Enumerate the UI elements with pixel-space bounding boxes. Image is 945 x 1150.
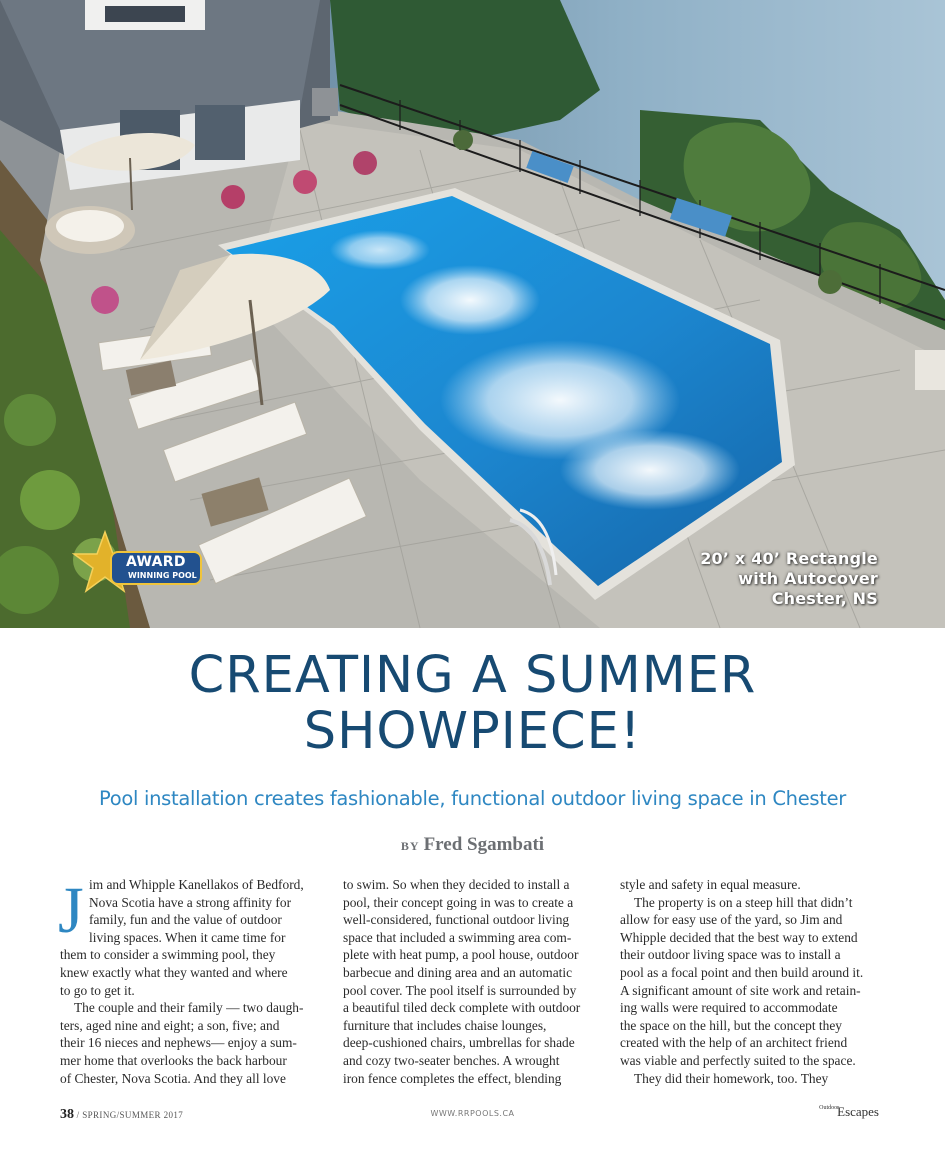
body-line: to swim. So when they decided to install a — [343, 877, 570, 892]
article-column-3 — [620, 876, 884, 1087]
body-line: space that included a swimming area com- — [343, 929, 572, 945]
body-line: them to consider a swimming pool, they — [60, 947, 276, 963]
body-line: their 16 nieces and nephews— enjoy a sum- — [60, 1035, 297, 1051]
body-line: A significant amount of site work and retain- — [620, 982, 861, 998]
body-line: mer home that overlooks the back harbour — [60, 1052, 287, 1068]
body-line: of Chester, Nova Scotia. And they all love — [60, 1070, 286, 1086]
article-column-1 — [60, 876, 324, 1087]
byline-prefix: BY — [400, 839, 420, 853]
body-line: ters, aged nine and eight; a son, five; and — [60, 1017, 280, 1033]
headline-line: SHOWPIECE! — [303, 702, 642, 761]
body-line: well-considered, functional outdoor living — [343, 912, 570, 928]
body-line: ing walls were required to accommodate — [620, 1000, 838, 1016]
body-line: allow for easy use of the yard, so Jim and — [620, 912, 843, 928]
article-column-2 — [343, 876, 607, 1087]
body-line: Nova Scotia have a strong affinity for — [89, 894, 292, 910]
body-line: a beautiful tiled deck complete with outdoor — [343, 1000, 581, 1016]
issue-label: / SPRING/SUMMER 2017 — [76, 1110, 184, 1120]
body-line: their outdoor living space was to install a — [620, 947, 841, 963]
body-line: iron fence completes the effect, blending — [343, 1070, 562, 1086]
body-line: and cozy two-seater benches. A wrought — [343, 1052, 560, 1068]
article-headline — [0, 648, 945, 760]
headline-line: CREATING A SUMMER — [188, 646, 757, 705]
caption-line: with Autocover — [738, 569, 878, 588]
body-line: The couple and their family — two daugh- — [74, 1000, 304, 1016]
award-title: AWARD — [126, 554, 186, 570]
body-line: furniture that includes chaise lounges, — [343, 1017, 547, 1033]
body-line: pool cover. The pool itself is surrounded by — [343, 982, 577, 998]
body-line: the space on the hill, but the concept they — [620, 1017, 842, 1033]
award-subtitle: WINNING POOL — [128, 571, 197, 580]
body-line: was viable and perfectly suited to the space. — [620, 1052, 856, 1068]
photo-caption — [700, 549, 878, 609]
body-line: to go to get it. — [60, 982, 135, 998]
body-line: knew exactly what they wanted and where — [60, 964, 288, 980]
body-line: deep-cushioned chairs, umbrellas for shade — [343, 1035, 575, 1051]
magazine-logo-prefix: Outdoor — [819, 1105, 840, 1111]
award-badge — [72, 530, 212, 596]
body-line: The property is on a steep hill that didn’t — [634, 894, 853, 910]
magazine-logo-name: Escapes — [837, 1104, 879, 1119]
page-number: 38 — [60, 1107, 74, 1122]
body-line: style and safety in equal measure. — [620, 877, 801, 892]
article-subhead: Pool installation creates fashionable, functional outdoor living space in Chester — [98, 787, 847, 810]
body-line: pool as a focal point and then build around it. — [620, 964, 864, 980]
drop-cap: J — [58, 874, 84, 947]
magazine-logo — [817, 1104, 879, 1120]
body-line: barbecue and dining area and an automatic — [343, 964, 573, 980]
byline — [0, 834, 945, 856]
caption-line: Chester, NS — [771, 589, 878, 608]
body-line: plete with heat pump, a pool house, outdoor — [343, 947, 579, 963]
body-line: created with the help of an architect friend — [620, 1035, 848, 1051]
body-line: im and Whipple Kanellakos of Bedford, — [89, 877, 304, 892]
body-line: They did their homework, too. They — [634, 1070, 829, 1086]
body-line: pool, their concept going in was to create a — [343, 894, 574, 910]
author-name: Fred Sgambati — [423, 834, 545, 855]
website-url: WWW.RRPOOLS.CA — [430, 1109, 515, 1118]
body-line: Whipple decided that the best way to extend — [620, 929, 858, 945]
body-line: family, fun and the value of outdoor — [89, 912, 282, 928]
caption-line: 20’ x 40’ Rectangle — [700, 549, 878, 568]
award-label — [110, 551, 202, 585]
body-line: living spaces. When it came time for — [89, 929, 286, 945]
